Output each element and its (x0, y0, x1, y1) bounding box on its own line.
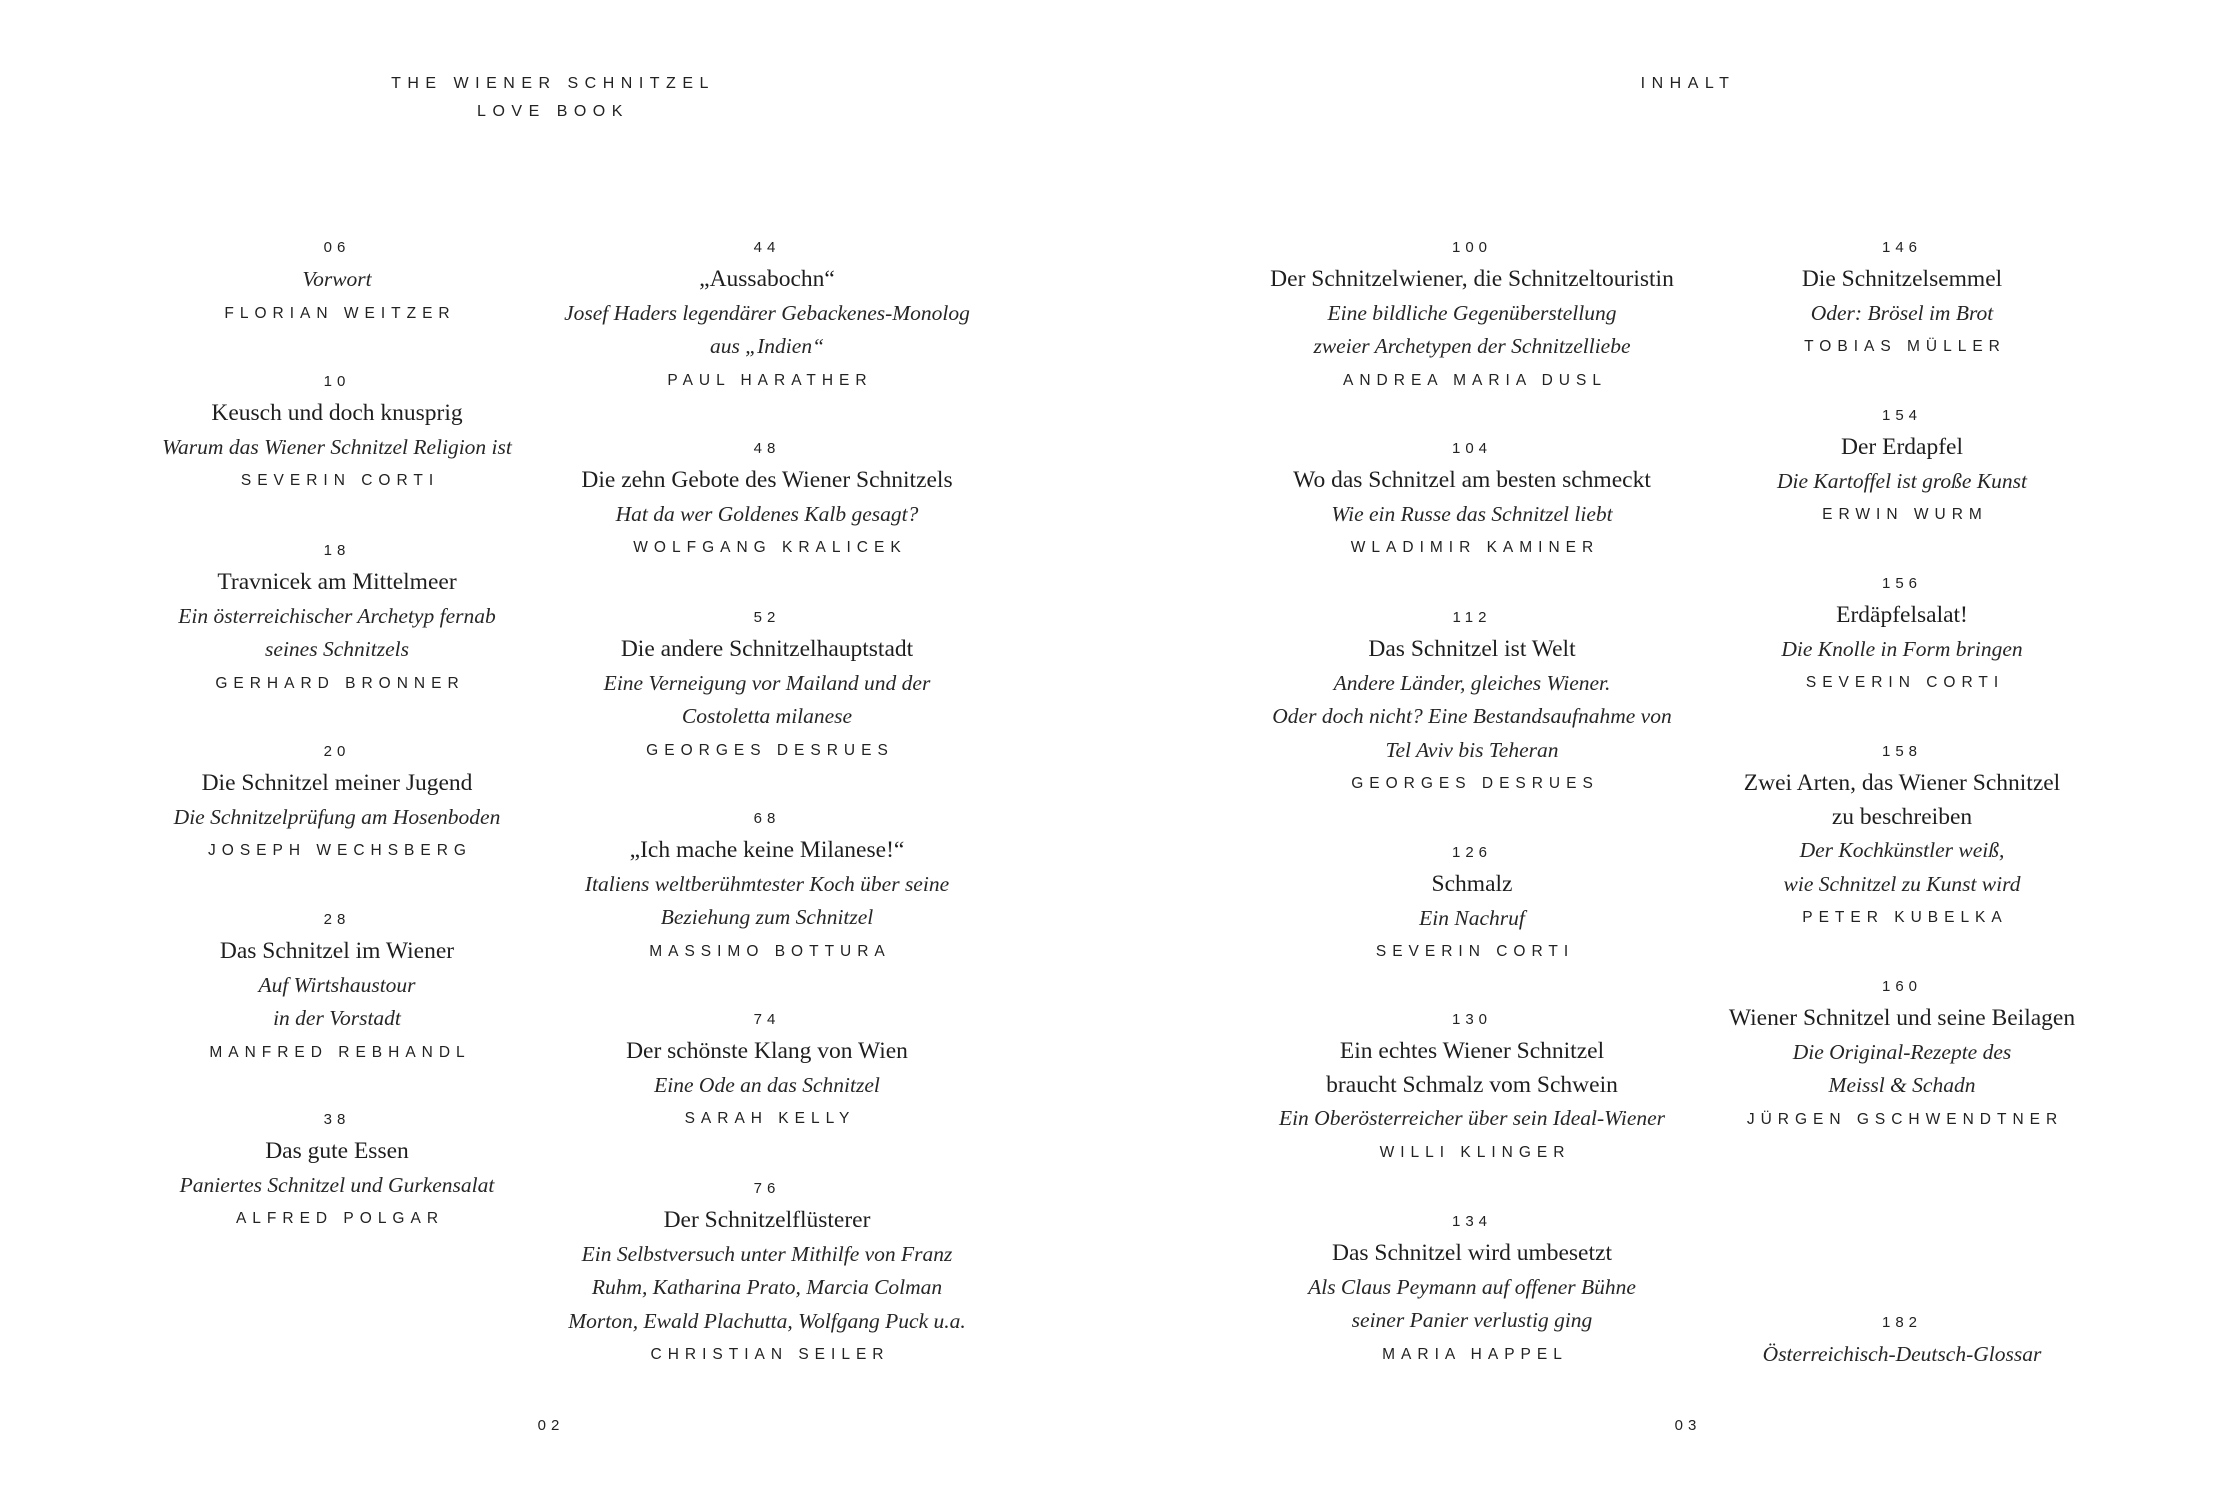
toc-page-number: 126 (1451, 844, 1493, 861)
toc-page-number: 10 (323, 373, 351, 390)
toc-subtitle: wie Schnitzel zu Kunst wird (1783, 871, 2021, 896)
toc-subtitle: Der Kochkünstler weiß, (1799, 838, 2005, 863)
toc-subtitle: Oder doch nicht? Eine Bestandsaufnahme von (1272, 704, 1672, 729)
toc-subtitle: Morton, Ewald Plachutta, Wolfgang Puck u.a. (568, 1308, 966, 1333)
toc-title: Die andere Schnitzelhauptstadt (620, 636, 914, 662)
toc-page-number: 74 (753, 1011, 781, 1028)
toc-entry (1370, 838, 1574, 969)
book-title-line-1: THE WIENER SCHNITZEL (391, 75, 715, 92)
toc-subtitle: Warum das Wiener Schnitzel Religion ist (162, 434, 512, 459)
toc-entry (1272, 603, 1671, 801)
toc-subtitle: Die Kartoffel ist große Kunst (1776, 468, 2028, 493)
toc-entry (162, 367, 512, 498)
toc-subtitle: Oder: Brösel im Brot (1810, 300, 1994, 325)
toc-entry (581, 434, 952, 565)
toc-page-number: 154 (1881, 407, 1923, 424)
toc-title: „Aussabochn“ (699, 266, 835, 292)
running-head-section-title (1641, 70, 1736, 98)
toc-subtitle: Tel Aviv bis Teheran (1385, 737, 1559, 762)
toc-page-number: 158 (1881, 743, 1923, 760)
toc-subtitle: Wie ein Russe das Schnitzel liebt (1331, 501, 1613, 526)
toc-author: GEORGES DESRUES (1351, 775, 1599, 793)
toc-subtitle: Die Knolle in Form bringen (1781, 636, 2023, 661)
toc-title: Schmalz (1431, 871, 1513, 897)
toc-author: MASSIMO BOTTURA (649, 942, 891, 960)
toc-author: JOSEPH WECHSBERG (208, 842, 472, 860)
toc-author: WILLI KLINGER (1379, 1143, 1571, 1161)
toc-entry (174, 737, 501, 868)
toc-author: ANDREA MARIA DUSL (1343, 371, 1607, 389)
toc-author: MARIA HAPPEL (1382, 1345, 1568, 1363)
toc-author: FLORIAN WEITZER (224, 304, 456, 322)
running-head-book-title (391, 70, 715, 126)
toc-entry (1270, 233, 1674, 397)
toc-subtitle: aus „Indien“ (709, 334, 825, 359)
toc-subtitle: Österreichisch-Deutsch-Glossar (1762, 1342, 2042, 1366)
toc-author: GEORGES DESRUES (646, 741, 894, 759)
toc-subtitle: Die Original-Rezepte des (1792, 1039, 2012, 1064)
toc-page-number: 156 (1881, 575, 1923, 592)
toc-title: Der schönste Klang von Wien (626, 1038, 908, 1064)
toc-subtitle: Costoletta milanese (681, 704, 853, 729)
toc-entry (568, 1174, 966, 1372)
toc-page-number: 52 (753, 609, 781, 626)
toc-title: Erdäpfelsalat! (1836, 602, 1968, 628)
toc-entry (604, 603, 931, 767)
toc-subtitle: Eine bildliche Gegenüberstellung (1327, 300, 1617, 325)
toc-page-number: 76 (753, 1180, 781, 1197)
toc-title: Der Schnitzelwiener, die Schnitzeltouristin (1270, 266, 1674, 292)
toc-entry (585, 804, 949, 968)
toc-subtitle: Hat da wer Goldenes Kalb gesagt? (615, 501, 919, 526)
toc-entry (1293, 434, 1651, 565)
toc-title: Travnicek am Mittelmeer (217, 569, 457, 595)
toc-title: Wo das Schnitzel am besten schmeckt (1293, 467, 1651, 493)
toc-entry (1781, 569, 2022, 700)
toc-author: SEVERIN CORTI (1375, 943, 1575, 961)
toc-author: PETER KUBELKA (1802, 909, 2008, 927)
toc-author: GERHARD BRONNER (215, 674, 465, 692)
toc-entry (1729, 972, 2075, 1136)
toc-entry (1308, 1207, 1636, 1371)
toc-subtitle: Meissl & Schadn (1828, 1073, 1976, 1098)
toc-subtitle: Andere Länder, gleiches Wiener. (1333, 670, 1611, 695)
toc-subtitle: zweier Archetypen der Schnitzelliebe (1313, 334, 1631, 359)
toc-page-number: 100 (1451, 239, 1493, 256)
toc-author: TOBIAS MÜLLER (1804, 338, 2006, 356)
toc-author: ERWIN WURM (1822, 506, 1988, 524)
page-number-right: 03 (1674, 1417, 1702, 1434)
toc-entry (626, 1005, 908, 1136)
toc-author: ALFRED POLGAR (235, 1210, 445, 1228)
toc-page-number: 146 (1881, 239, 1923, 256)
toc-title: Wiener Schnitzel und seine Beilagen (1728, 1005, 2076, 1031)
toc-author: CHRISTIAN SEILER (650, 1346, 890, 1364)
toc-entry (1763, 1308, 2042, 1372)
toc-subtitle: Ein Nachruf (1419, 905, 1525, 930)
toc-subtitle: Als Claus Peymann auf offener Bühne (1308, 1274, 1636, 1299)
toc-page-number: 06 (323, 239, 351, 256)
toc-entry (178, 536, 495, 700)
toc-title: Das Schnitzel wird umbesetzt (1332, 1240, 1612, 1266)
toc-title: Der Schnitzelflüsterer (663, 1207, 871, 1233)
toc-page-number: 104 (1451, 440, 1493, 457)
toc-subtitle: Ein Oberösterreicher über sein Ideal-Wiener (1278, 1106, 1666, 1131)
toc-page-number: 18 (323, 542, 351, 559)
toc-subtitle: Eine Verneigung vor Mailand und der (603, 670, 931, 695)
toc-subtitle: Eine Ode an das Schnitzel (654, 1072, 880, 1097)
toc-subtitle: Auf Wirtshaustour (258, 972, 416, 997)
toc-entry (180, 1105, 495, 1236)
toc-entry (1777, 401, 2027, 532)
toc-subtitle: seiner Panier verlustig ging (1351, 1308, 1593, 1333)
toc-subtitle: Ruhm, Katharina Prato, Marcia Colman (591, 1275, 943, 1300)
toc-title: Das gute Essen (265, 1138, 409, 1164)
toc-page-number: 68 (753, 810, 781, 827)
toc-author: JÜRGEN GSCHWENDTNER (1746, 1110, 2064, 1128)
toc-page-number: 160 (1881, 978, 1923, 995)
toc-author: SEVERIN CORTI (240, 472, 440, 490)
toc-title: „Ich mache keine Milanese!“ (629, 837, 905, 863)
page-number-left: 02 (537, 1417, 565, 1434)
toc-subtitle: Vorwort (302, 267, 372, 291)
toc-title: Die Schnitzel meiner Jugend (201, 770, 473, 796)
toc-title: braucht Schmalz vom Schwein (1326, 1071, 1618, 1098)
toc-subtitle: Paniertes Schnitzel und Gurkensalat (179, 1172, 495, 1197)
toc-title: Keusch und doch knusprig (211, 400, 463, 426)
toc-page-number: 182 (1881, 1314, 1923, 1331)
toc-entry (1744, 737, 2060, 935)
toc-page-number: 112 (1452, 609, 1492, 626)
toc-subtitle: Italiens weltberühmtester Koch über seine (584, 871, 950, 896)
toc-page-number: 44 (753, 239, 781, 256)
toc-subtitle: seines Schnitzels (265, 637, 409, 662)
toc-subtitle: Beziehung zum Schnitzel (660, 905, 874, 930)
toc-title: Der Erdapfel (1840, 434, 1963, 460)
toc-author: SEVERIN CORTI (1805, 674, 2005, 692)
toc-entry (218, 233, 455, 330)
toc-subtitle: Die Schnitzelprüfung am Hosenboden (173, 804, 501, 829)
toc-entry (203, 905, 470, 1069)
toc-page-number: 130 (1451, 1011, 1493, 1028)
toc-author: MANFRED REBHANDL (209, 1043, 471, 1061)
toc-page-number: 38 (323, 1111, 351, 1128)
section-title: INHALT (1640, 75, 1736, 92)
toc-subtitle: Ein Selbstversuch unter Mithilfe von Franz (581, 1241, 953, 1266)
toc-page-number: 28 (323, 911, 351, 928)
toc-entry (1279, 1005, 1665, 1169)
toc-title: Das Schnitzel im Wiener (219, 938, 455, 964)
toc-entry (564, 233, 970, 397)
toc-title: Ein echtes Wiener Schnitzel (1339, 1038, 1605, 1064)
toc-title: Das Schnitzel ist Welt (1368, 636, 1576, 662)
toc-entry (1798, 233, 2006, 364)
toc-title: Die zehn Gebote des Wiener Schnitzels (581, 467, 953, 493)
toc-subtitle: Josef Haders legendärer Gebackenes-Monolog (564, 300, 970, 325)
toc-page-number: 48 (753, 440, 781, 457)
toc-page-number: 134 (1451, 1213, 1493, 1230)
toc-title: zu beschreiben (1831, 803, 1973, 830)
book-title-line-2: LOVE BOOK (477, 103, 629, 120)
toc-page-number: 20 (323, 743, 351, 760)
toc-author: SARAH KELLY (684, 1110, 856, 1128)
toc-title: Zwei Arten, das Wiener Schnitzel (1743, 770, 2061, 796)
toc-title: Die Schnitzelsemmel (1801, 266, 2003, 292)
toc-author: WOLFGANG KRALICEK (633, 539, 907, 557)
toc-author: PAUL HARATHER (667, 371, 873, 389)
toc-subtitle: Ein österreichischer Archetyp fernab (178, 603, 496, 628)
toc-subtitle: in der Vorstadt (273, 1006, 401, 1031)
toc-author: WLADIMIR KAMINER (1350, 539, 1600, 557)
